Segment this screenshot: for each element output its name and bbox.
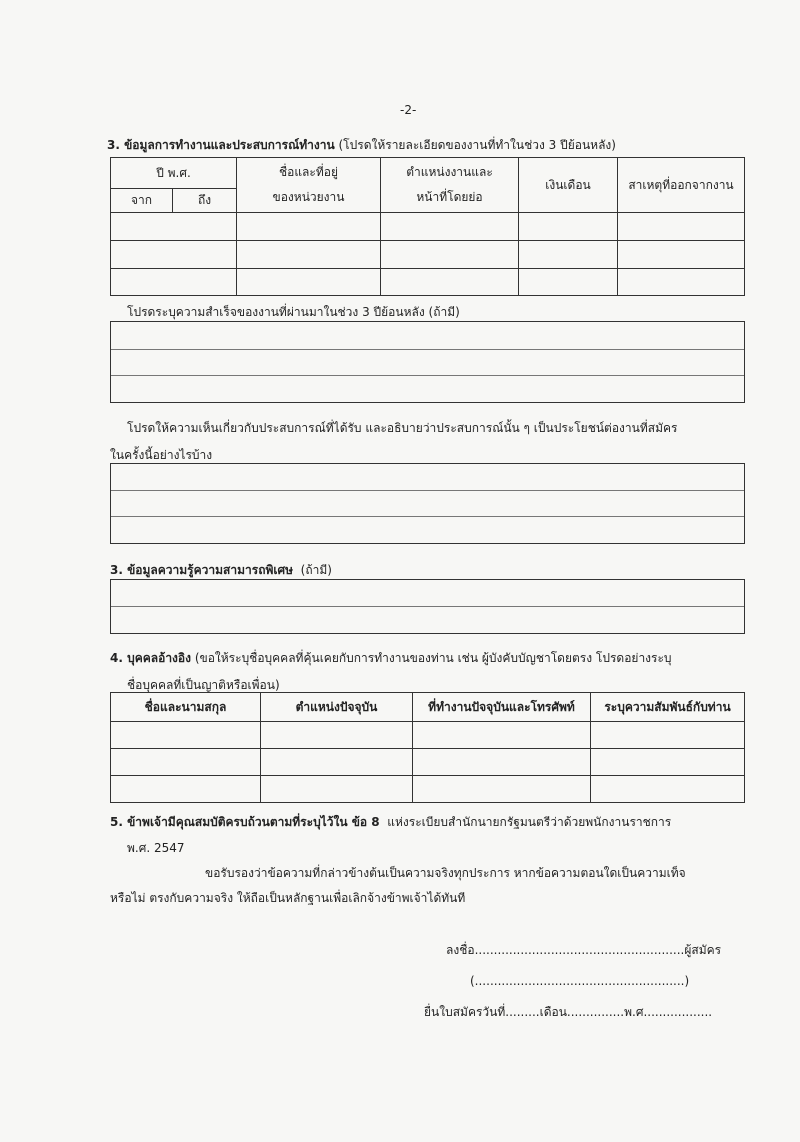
references-heading: 4. บุคคลอ้างอิง: [110, 651, 191, 665]
opinion-prompt-line2: ในครั้งนี้อย่างไรบ้าง: [110, 448, 213, 462]
ref-relationship-header: ระบุความสัมพันธ์กับท่าน: [591, 693, 745, 722]
ref-position-header: ตำแหน่งปัจจุบัน: [261, 693, 413, 722]
year-cell[interactable]: [111, 213, 237, 241]
printed-name-line[interactable]: (.......................................................): [470, 974, 690, 988]
table-row: [111, 776, 745, 803]
position-header-line1: ตำแหน่งงานและ: [406, 165, 493, 179]
year-cell[interactable]: [111, 269, 237, 296]
qualification-heading: 5. ข้าพเจ้ามีคุณสมบัติครบถ้วนตามที่ระบุไว้ใน ข้อ 8: [110, 815, 380, 829]
work-history-table: [110, 157, 745, 296]
references-table: [110, 692, 745, 803]
ref-workplace-cell[interactable]: [413, 749, 591, 776]
page-number: -2-: [400, 103, 417, 117]
reason-cell[interactable]: [618, 241, 745, 269]
writing-line: [111, 516, 744, 517]
org-cell[interactable]: [237, 269, 381, 296]
ref-relationship-cell[interactable]: [591, 749, 745, 776]
qualification-statement: [110, 814, 671, 830]
to-header: ถึง: [173, 189, 237, 213]
skills-box[interactable]: [110, 579, 745, 634]
reason-header: สาเหตุที่ออกจากงาน: [618, 158, 745, 213]
year-header: ปี พ.ศ.: [111, 158, 237, 189]
org-header-line1: ชื่อและที่อยู่: [278, 165, 339, 179]
table-row: [111, 722, 745, 749]
opinion-prompt-line1: โปรดให้ความเห็นเกี่ยวกับประสบการณ์ที่ได้รับ และอธิบายว่าประสบการณ์นั้น ๆ เป็นประโยชน์ต่องานที่สมัคร: [127, 421, 678, 435]
application-date-line[interactable]: ยื่นใบสมัครวันที่.........เดือน...............พ.ศ..................: [424, 1005, 713, 1019]
org-cell[interactable]: [237, 213, 381, 241]
reason-cell[interactable]: [618, 269, 745, 296]
signature-line[interactable]: ลงชื่อ.......................................................ผู้สมัคร: [446, 943, 722, 957]
ref-workplace-cell[interactable]: [413, 722, 591, 749]
qualification-year: พ.ศ. 2547: [127, 841, 185, 855]
ref-position-cell[interactable]: [261, 722, 413, 749]
references-note-line1: (ขอให้ระบุชื่อบุคคลที่คุ้นเคยกับการทำงานของท่าน เช่น ผู้บังคับบัญชาโดยตรง โปรดอย่างระบุ: [194, 651, 672, 665]
ref-name-cell[interactable]: [111, 749, 261, 776]
skills-section-heading: [110, 562, 332, 578]
achievement-box[interactable]: [110, 321, 745, 403]
position-cell[interactable]: [381, 213, 519, 241]
table-row: [111, 241, 745, 269]
qualification-rest: แห่งระเบียบสำนักนายกรัฐมนตรีว่าด้วยพนักงานราชการ: [387, 815, 672, 829]
salary-cell[interactable]: [519, 269, 618, 296]
writing-line: [111, 349, 744, 350]
work-heading: 3. ข้อมูลการทำงานและประสบการณ์ทำงาน: [107, 138, 335, 152]
skills-heading: 3. ข้อมูลความรู้ความสามารถพิเศษ: [110, 563, 293, 577]
table-row: [111, 213, 745, 241]
table-row: [111, 269, 745, 296]
year-cell[interactable]: [111, 241, 237, 269]
position-header-line2: หน้าที่โดยย่อ: [416, 190, 483, 204]
ref-position-cell[interactable]: [261, 749, 413, 776]
references-section-heading: [110, 650, 672, 666]
ref-workplace-header: ที่ทำงานปัจจุบันและโทรศัพท์: [413, 693, 591, 722]
salary-cell[interactable]: [519, 213, 618, 241]
table-row: [111, 749, 745, 776]
org-cell[interactable]: [237, 241, 381, 269]
references-note-line2: ชื่อบุคคลที่เป็นญาติหรือเพื่อน): [127, 678, 280, 692]
ref-name-cell[interactable]: [111, 722, 261, 749]
writing-line: [111, 375, 744, 376]
ref-name-header: ชื่อและนามสกุล: [111, 693, 261, 722]
writing-line: [111, 606, 744, 607]
opinion-box[interactable]: [110, 463, 745, 544]
from-header: จาก: [111, 189, 173, 213]
ref-relationship-cell[interactable]: [591, 722, 745, 749]
ref-position-cell[interactable]: [261, 776, 413, 803]
certify-line2: หรือไม่ ตรงกับความจริง ให้ถือเป็นหลักฐานเพื่อเลิกจ้างข้าพเจ้าได้ทันที: [110, 891, 466, 905]
certify-line1: ขอรับรองว่าข้อความที่กล่าวข้างต้นเป็นความจริงทุกประการ หากข้อความตอนใดเป็นความเท็จ: [205, 866, 686, 880]
achievement-prompt: โปรดระบุความสำเร็จของงานที่ผ่านมาในช่วง 3 ปีย้อนหลัง (ถ้ามี): [127, 305, 460, 319]
salary-header: เงินเดือน: [519, 158, 618, 213]
salary-cell[interactable]: [519, 241, 618, 269]
ref-name-cell[interactable]: [111, 776, 261, 803]
work-section-heading: [107, 137, 616, 153]
ref-workplace-cell[interactable]: [413, 776, 591, 803]
position-cell[interactable]: [381, 241, 519, 269]
org-header-line2: ของหน่วยงาน: [272, 190, 345, 204]
ref-relationship-cell[interactable]: [591, 776, 745, 803]
writing-line: [111, 490, 744, 491]
reason-cell[interactable]: [618, 213, 745, 241]
org-header: [237, 158, 381, 213]
position-header: [381, 158, 519, 213]
position-cell[interactable]: [381, 269, 519, 296]
work-heading-note: (โปรดให้รายละเอียดของงานที่ทำในช่วง 3 ปีย้อนหลัง): [338, 138, 616, 152]
skills-note: (ถ้ามี): [300, 563, 332, 577]
